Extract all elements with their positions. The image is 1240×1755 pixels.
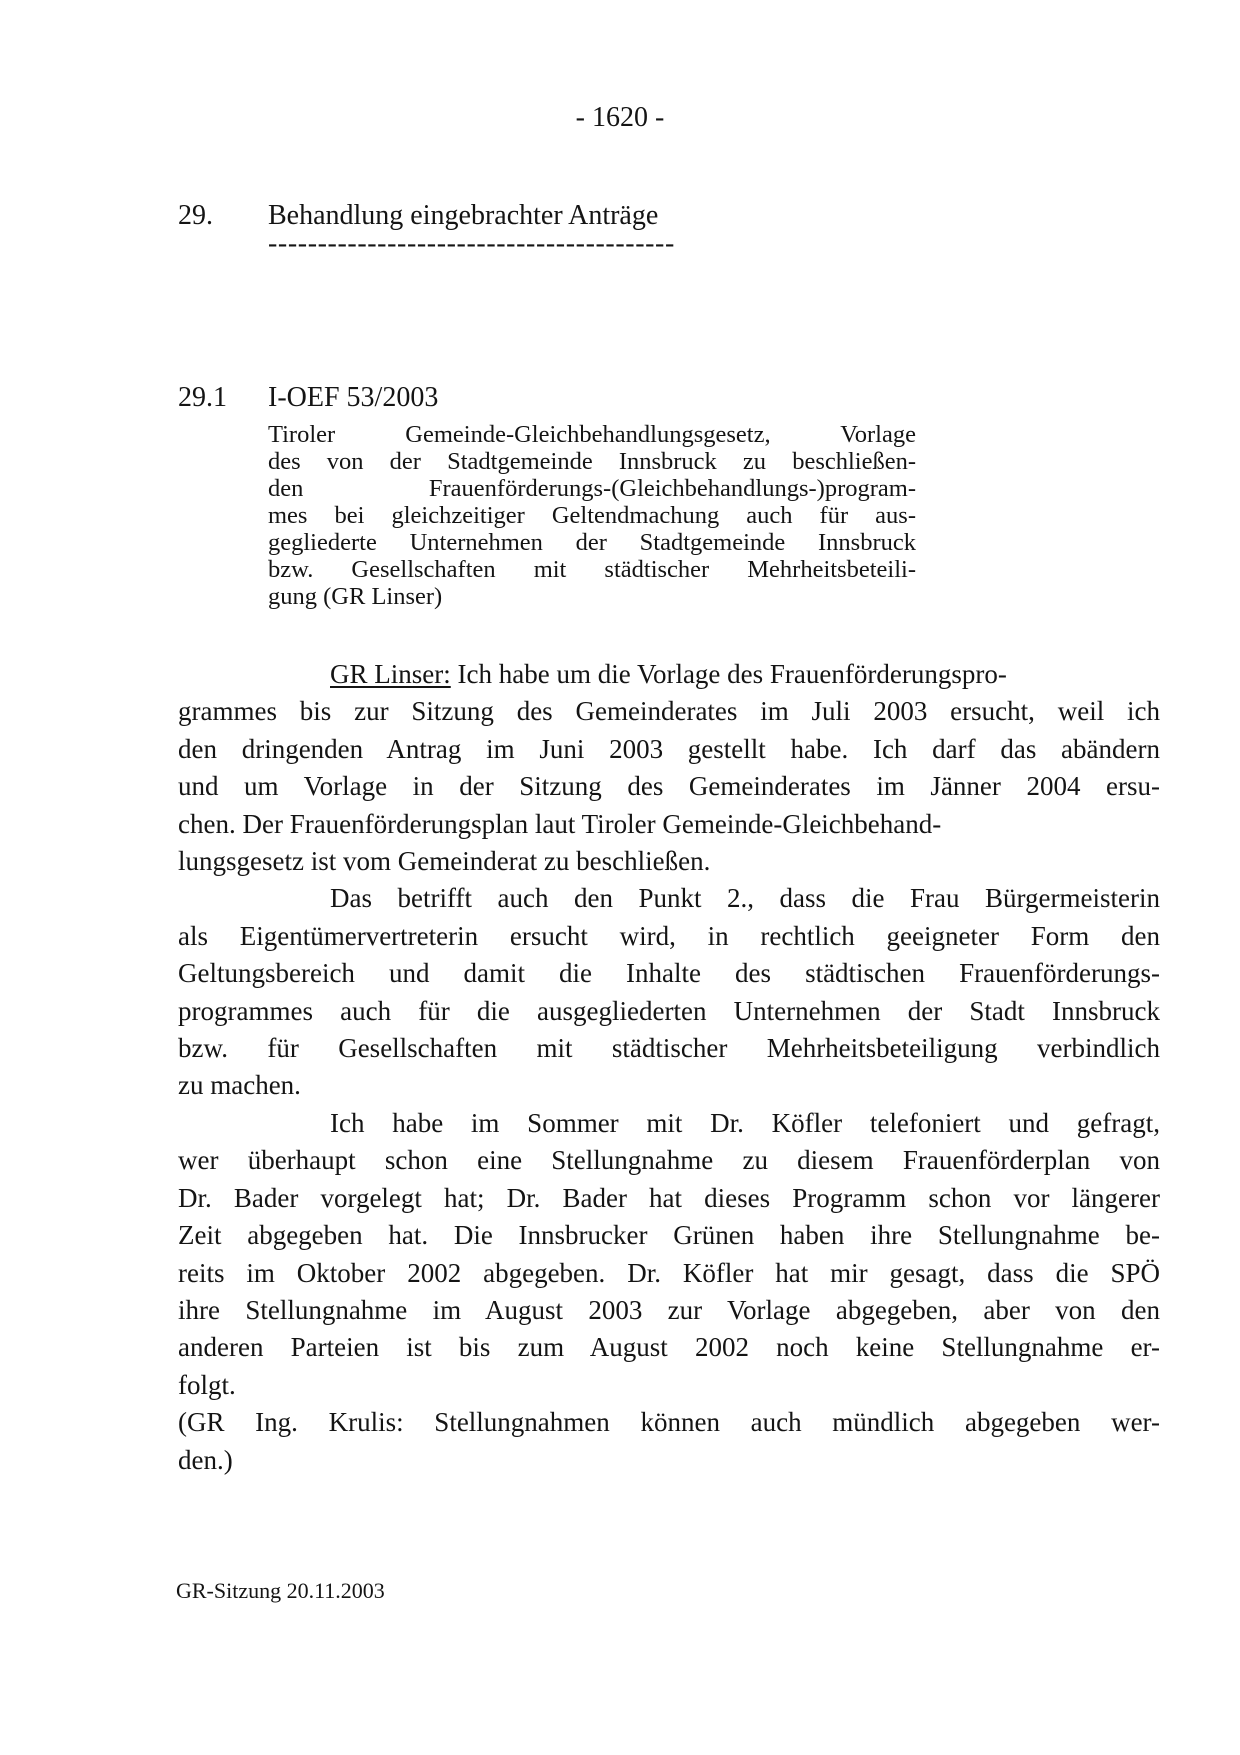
motion-subject-line: Tiroler Gemeinde-Gleichbehandlungsgesetz, Vorlage [268,421,916,448]
speech-line: programmes auch für die ausgegliederten Unternehmen der Stadt Innsbruck [178,995,1160,1026]
footer-session-label: GR-Sitzung 20.11.2003 [176,1578,385,1603]
speech-line: Geltungsbereich und damit die Inhalte des städtischen Frauenförderungs- [178,958,1160,989]
speech-line-text: Ich habe um die Vorlage des Frauenförderungspro- [450,659,1007,689]
speaker-name: GR Linser: [330,659,451,689]
speech-line: folgt. [178,1369,236,1400]
speech-text-block [178,656,1160,1479]
motion-number: 29.1 [178,382,227,413]
motion-reference: I-OEF 53/2003 [268,382,439,413]
motion-subject-line: gung (GR Linser) [268,583,443,610]
motion-subject-line: bzw. Gesellschaften mit städtischer Mehrheitsbeteili- [268,556,916,583]
speech-line: Zeit abgegeben hat. Die Innsbrucker Grünen haben ihre Stellungnahme be- [178,1220,1160,1251]
speech-line: Ich habe im Sommer mit Dr. Köfler telefoniert und gefragt, [330,1107,1160,1138]
speech-line: bzw. für Gesellschaften mit städtischer Mehrheitsbeteiligung verbindlich [178,1033,1160,1064]
speech-line: reits im Oktober 2002 abgegeben. Dr. Köfler hat mir gesagt, dass die SPÖ [178,1257,1160,1288]
speech-line: ihre Stellungnahme im August 2003 zur Vorlage abgegeben, aber von den [178,1294,1160,1325]
speech-line: lungsgesetz ist vom Gemeinderat zu beschließen. [178,846,711,877]
agenda-title-underline: ----------------------------------------- [268,228,675,259]
speech-line: anderen Parteien ist bis zum August 2002 noch keine Stellungnahme er- [178,1332,1160,1363]
motion-heading [178,382,438,414]
speech-line: (GR Ing. Krulis: Stellungnahmen können auch mündlich abgegeben wer- [178,1407,1160,1438]
speech-line: Dr. Bader vorgelegt hat; Dr. Bader hat dieses Programm schon vor längerer [178,1182,1160,1213]
speech-line: den dringenden Antrag im Juni 2003 gestellt habe. Ich darf das abändern [178,733,1160,764]
motion-subject-line: des von der Stadtgemeinde Innsbruck zu beschließen- [268,448,916,475]
agenda-item-number: 29. [178,200,213,231]
speech-line: den.) [178,1444,233,1475]
motion-subject-line: gegliederte Unternehmen der Stadtgemeinde Innsbruck [268,529,916,556]
speech-line: Das betrifft auch den Punkt 2., dass die Frau Bürgermeisterin [330,883,1160,914]
motion-subject-line: den Frauenförderungs-(Gleichbehandlungs-)program- [268,475,916,502]
speech-line: und um Vorlage in der Sitzung des Gemeinderates im Jänner 2004 ersu- [178,771,1160,802]
speech-line: chen. Der Frauenförderungsplan laut Tiroler Gemeinde-Gleichbehand- [178,808,942,839]
motion-subject-line: mes bei gleichzeitiger Geltendmachung auch für aus- [268,502,916,529]
speech-line: als Eigentümervertreterin ersucht wird, in rechtlich geeigneter Form den [178,920,1160,951]
page-number: - 1620 - [575,102,665,133]
motion-subject-block [268,421,916,610]
speech-line [178,656,1160,693]
speech-line: wer überhaupt schon eine Stellungnahme zu diesem Frauenförderplan von [178,1145,1160,1176]
speech-line: zu machen. [178,1070,301,1101]
agenda-item-title: Behandlung eingebrachter Anträge [268,200,659,231]
speech-line: grammes bis zur Sitzung des Gemeinderates im Juli 2003 ersucht, weil ich [178,696,1160,727]
